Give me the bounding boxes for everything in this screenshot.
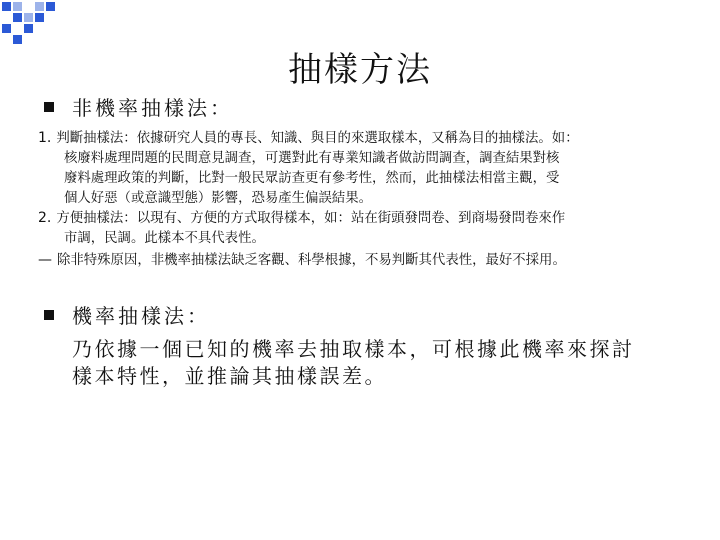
list-item-line <box>38 208 698 229</box>
paragraph-line: 乃依據一個已知的機率去抽取樣本，可根據此機率來探討 <box>72 337 635 361</box>
list-item-text: 方便抽樣法：以現有、方便的方式取得樣本，如：站在街頭發問卷、到商場發問卷來作 <box>56 211 566 226</box>
paragraph-line: 樣本特性，並推論其抽樣誤差。 <box>72 364 387 388</box>
probability-description <box>72 336 635 390</box>
section-heading: 機率抽樣法： <box>72 304 210 328</box>
list-item-text: 判斷抽樣法：依據研究人員的專長、知識、與目的來選取樣本，又稱為目的抽樣法。如： <box>56 131 579 146</box>
list-item <box>38 128 698 209</box>
dash-note-line <box>38 250 698 271</box>
square-bullet-icon <box>44 102 54 112</box>
square-bullet-icon <box>44 310 54 320</box>
list-item-line: 市調，民調。此樣本不具代表性。 <box>64 231 265 246</box>
list-item-number: 1. <box>38 130 52 146</box>
bullet-nonprobability <box>44 92 233 121</box>
section-heading: 非機率抽樣法： <box>72 96 233 120</box>
list-item-line: 個人好惡（或意識型態）影響，恐易產生偏誤結果。 <box>64 191 372 206</box>
list-item-line <box>38 128 698 149</box>
list-item <box>38 208 698 249</box>
bullet-probability <box>44 300 210 329</box>
page-title: 抽樣方法 <box>288 50 432 90</box>
dash-note <box>38 250 698 271</box>
list-item-line: 廢料處理政策的判斷，比對一般民眾訪查更有參考性，然而，此抽樣法相當主觀，受 <box>64 171 560 186</box>
list-item-number: 2. <box>38 210 52 226</box>
dash-icon: — <box>38 252 52 268</box>
list-item-line: 核廢料處理問題的民間意見調查，可選對此有專業知識者做訪問調查，調查結果對核 <box>64 151 560 166</box>
dash-note-text: 除非特殊原因，非機率抽樣法缺乏客觀、科學根據，不易判斷其代表性，最好不採用。 <box>57 253 566 268</box>
